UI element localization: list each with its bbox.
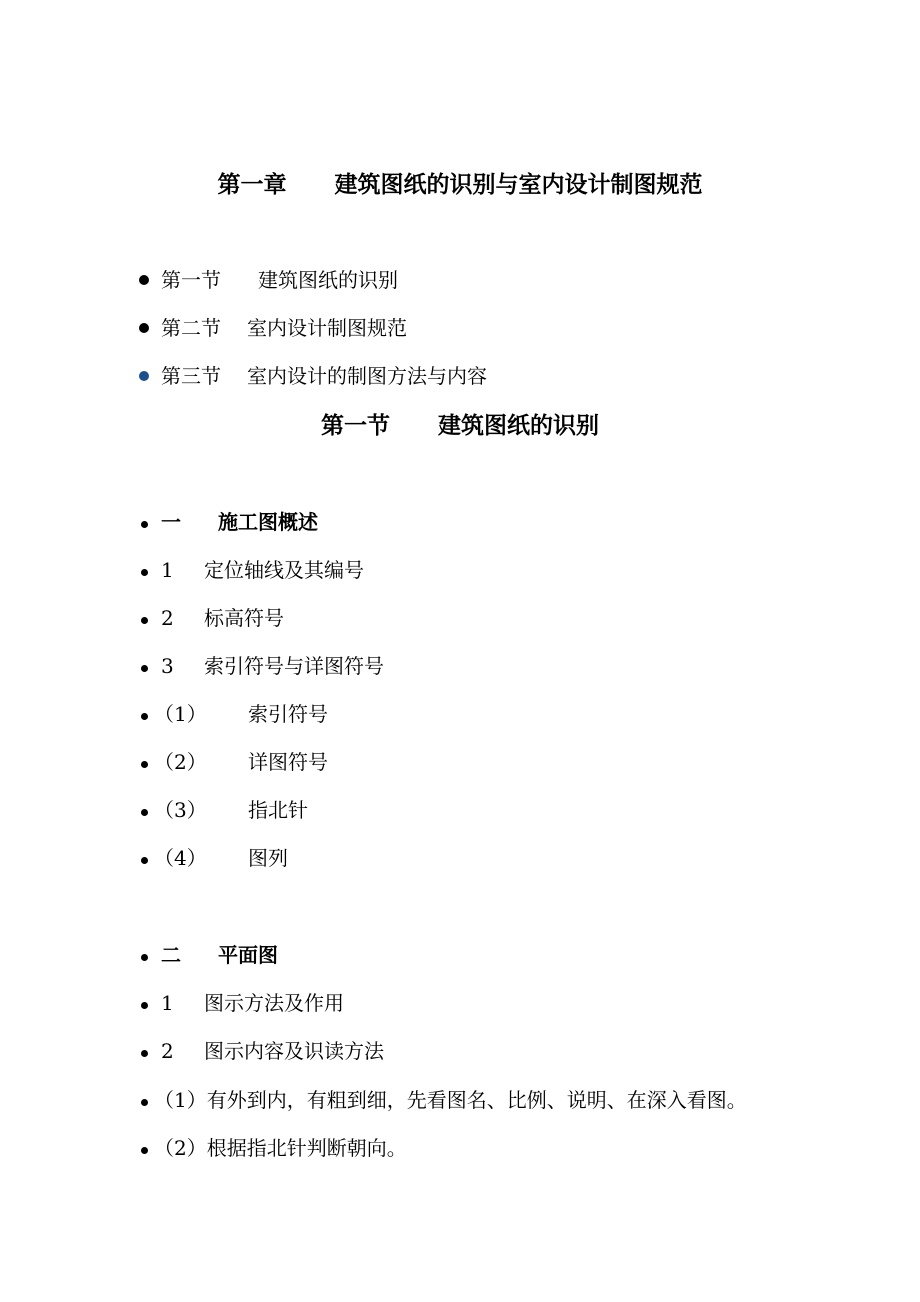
bullet-icon [141, 665, 148, 672]
item-number: 3 [161, 654, 174, 678]
bullet-icon [141, 713, 148, 720]
bullet-icon [139, 323, 149, 333]
bullet-icon [141, 1050, 148, 1057]
part-number: 二 [161, 943, 181, 967]
note-text: （1）有外到内，有粗到细，先看图名、比例、说明、在深入看图。 [154, 1088, 747, 1112]
item-number: 2 [161, 606, 174, 630]
bullet-icon [141, 761, 148, 768]
toc-label: 第一节 [161, 268, 221, 292]
bullet-icon [141, 617, 148, 624]
toc-label: 第二节 [161, 316, 221, 340]
item-number: 1 [161, 558, 174, 582]
item-text: 索引符号 [248, 702, 328, 726]
item-text: 定位轴线及其编号 [204, 558, 364, 582]
item-text: 图列 [248, 846, 288, 870]
item-text: 详图符号 [248, 750, 328, 774]
item-text: 指北针 [248, 798, 308, 822]
toc-text: 室内设计的制图方法与内容 [247, 364, 487, 388]
item-text: 图示内容及识读方法 [204, 1039, 384, 1063]
bullet-icon [141, 857, 148, 864]
item-number: （1） [154, 702, 207, 726]
note-text: （2）根据指北针判断朝向。 [154, 1136, 407, 1160]
bullet-icon [141, 1002, 148, 1009]
bullet-icon [139, 371, 149, 381]
toc-label: 第三节 [161, 364, 221, 388]
item-number: 2 [161, 1039, 174, 1063]
bullet-icon [141, 954, 148, 961]
toc-text: 建筑图纸的识别 [258, 268, 398, 292]
bullet-icon [141, 1147, 148, 1154]
toc-text: 室内设计制图规范 [247, 316, 407, 340]
chapter-title: 第一章 建筑图纸的识别与室内设计制图规范 [217, 171, 703, 198]
bullet-icon [139, 275, 149, 285]
item-number: （3） [154, 798, 207, 822]
section-title: 第一节 建筑图纸的识别 [320, 412, 600, 439]
item-number: （2） [154, 750, 207, 774]
item-text: 标高符号 [204, 606, 284, 630]
item-text: 索引符号与详图符号 [204, 654, 384, 678]
item-number: （4） [154, 846, 207, 870]
part-title: 平面图 [218, 943, 278, 967]
part-title: 施工图概述 [218, 510, 318, 534]
part-number: 一 [161, 510, 181, 534]
bullet-icon [141, 809, 148, 816]
bullet-icon [141, 569, 148, 576]
bullet-icon [141, 521, 148, 528]
item-number: 1 [161, 991, 174, 1015]
item-text: 图示方法及作用 [204, 991, 344, 1015]
bullet-icon [141, 1099, 148, 1106]
